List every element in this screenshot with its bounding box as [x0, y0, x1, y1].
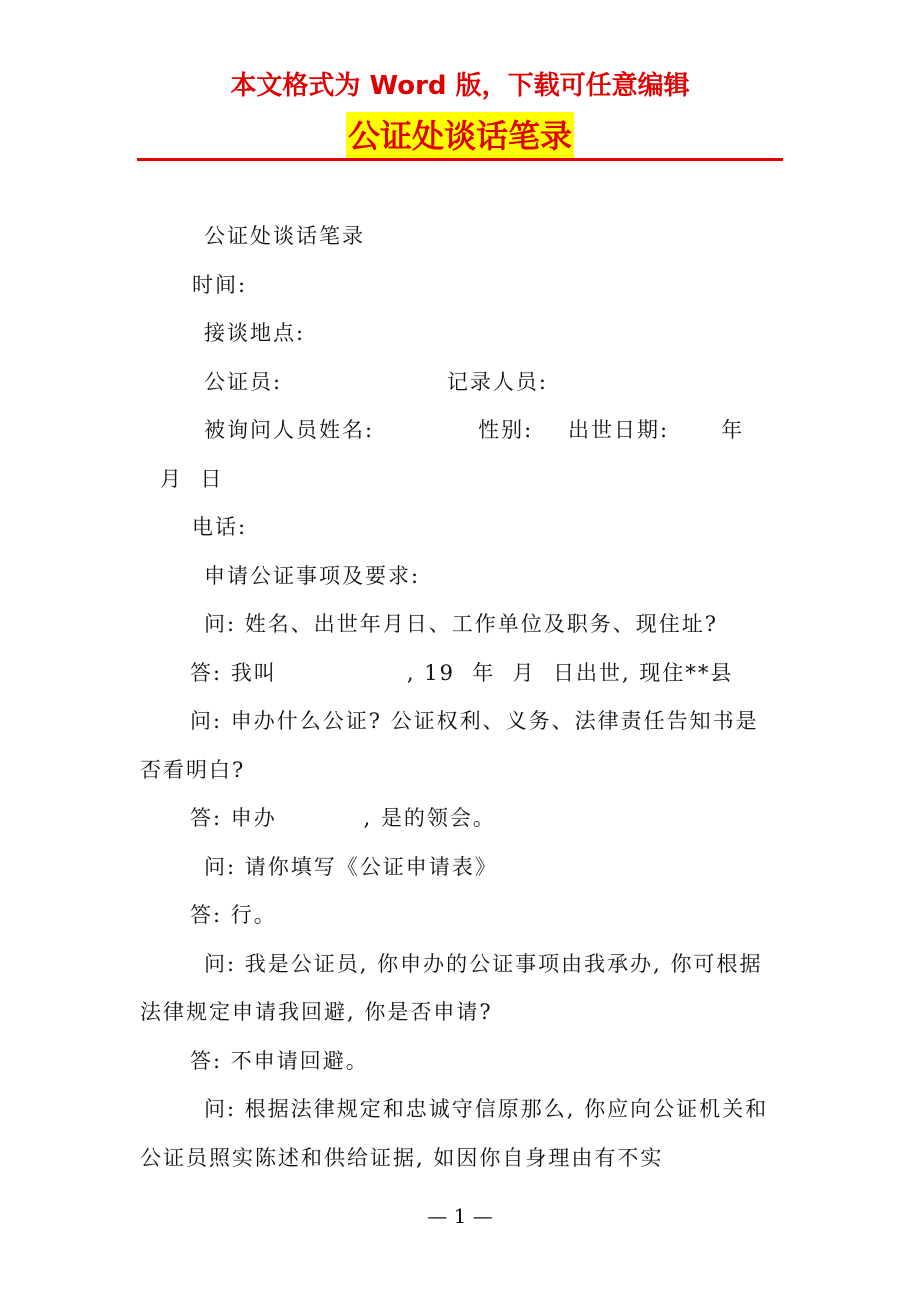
question-4: 问: 我是公证员, 你申办的公证事项由我承办, 你可根据法律规定申请我回避, 你是否申请?: [140, 951, 763, 1024]
time-label: 时间:: [192, 272, 248, 297]
document-heading: 公证处谈话笔录: [346, 112, 574, 160]
person-info-line-cont: 月 日: [160, 466, 224, 491]
doc-title: 公证处谈话笔录: [204, 224, 365, 248]
header-rule: [137, 158, 783, 161]
notary-recorder-line: 公证员: 记录人员:: [204, 369, 548, 394]
question-3: 问: 请你填写《公证申请表》: [204, 854, 498, 879]
location-label: 接谈地点:: [204, 321, 306, 345]
answer-1: 答: 我叫 , 19 年 月 日出世, 现住**县: [190, 660, 734, 685]
person-info-line: 被询问人员姓名: 性别: 出世日期: 年: [204, 418, 745, 442]
download-banner: 本文格式为 Word 版，下载可任意编辑: [230, 71, 690, 101]
answer-4: 答: 不申请回避。: [190, 1048, 369, 1073]
question-5: 问: 根据法律规定和忠诚守信原那么, 你应向公证机关和公证员照实陈述和供给证据, 如因你自身理由有不实: [140, 1097, 769, 1170]
matter-label: 申请公证事项及要求:: [204, 563, 421, 588]
page-number: — 1 —: [427, 1204, 493, 1228]
title-container: [0, 112, 920, 160]
phone-label: 电话:: [192, 515, 248, 539]
answer-2: 答: 申办 , 是的领会。: [190, 806, 496, 830]
document-body: [140, 212, 780, 1182]
question-1: 问: 姓名、出世年月日、工作单位及职务、现住址?: [204, 612, 719, 636]
answer-3: 答: 行。: [190, 903, 277, 927]
question-2: 问: 申办什么公证? 公证权利、义务、法律责任告知书是否看明白?: [140, 709, 759, 782]
